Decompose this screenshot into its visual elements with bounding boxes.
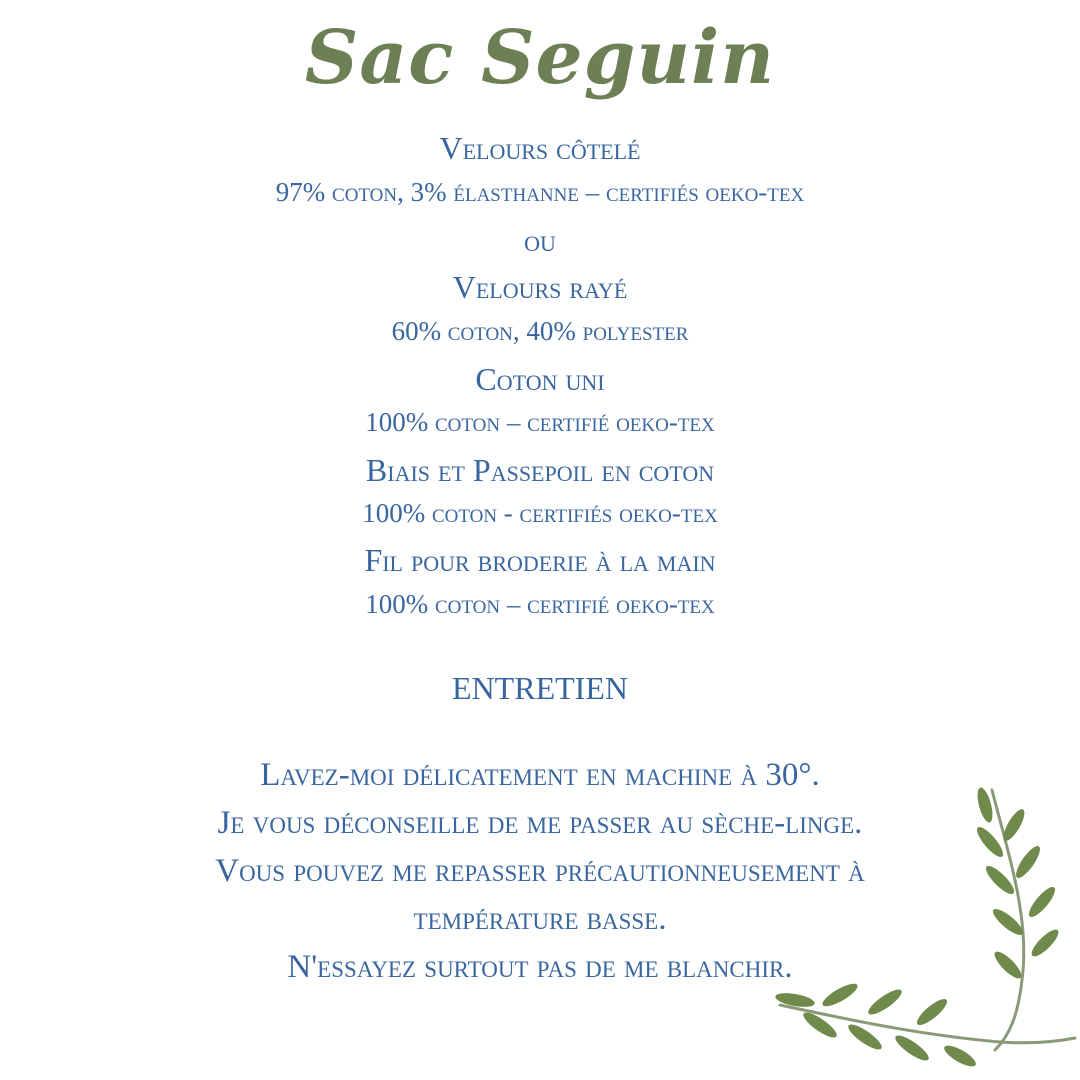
page-title: Sac Seguin (304, 15, 776, 101)
olive-branch-icon (760, 780, 1080, 1080)
material-heading-biais: Biais et Passepoil en coton (365, 452, 715, 488)
material-separator-ou: ou (524, 222, 556, 258)
care-line: Lavez-moi délicatement en machine à 30°. (260, 757, 820, 793)
material-heading-coton-uni: Coton uni (475, 361, 605, 397)
care-line: Vous pouvez me repasser précautionneusement à (215, 853, 865, 889)
material-heading-velours-raye: Velours rayé (452, 269, 628, 305)
care-line: Je vous déconseille de me passer au sèche-linge. (217, 805, 863, 841)
care-line: température basse. (413, 901, 667, 937)
material-detail-biais: 100% coton - certifiés oeko-tex (362, 498, 718, 528)
material-detail-velours-cotele: 97% coton, 3% élasthanne – certifiés oeko-tex (275, 177, 805, 207)
material-heading-fil: Fil pour broderie à la main (364, 542, 716, 578)
material-detail-velours-raye: 60% coton, 40% polyester (391, 316, 689, 346)
care-line: N'essayez surtout pas de me blanchir. (287, 949, 793, 985)
material-detail-coton-uni: 100% coton – certifié oeko-tex (365, 407, 715, 437)
material-heading-velours-cotele: Velours côtelé (439, 130, 641, 166)
material-detail-fil: 100% coton – certifié oeko-tex (365, 589, 715, 619)
care-heading: ENTRETIEN (452, 670, 628, 706)
